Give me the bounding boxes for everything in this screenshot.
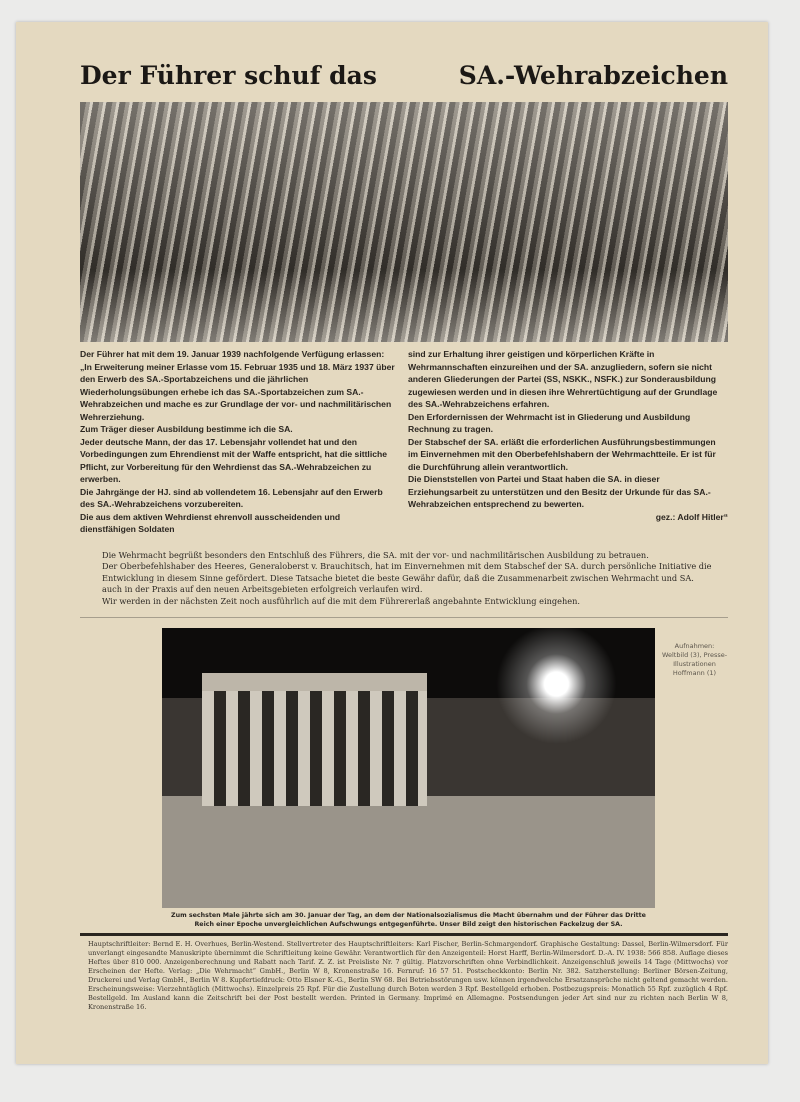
decree-paragraph: Zum Träger dieser Ausbildung bestimme ich die SA.: [80, 424, 293, 434]
decree-paragraph: Die aus dem aktiven Wehrdienst ehrenvoll ausscheidenden und dienstfähigen Soldaten: [80, 511, 341, 534]
headline-right: SA.-Wehrabzeichen: [458, 61, 728, 90]
divider: [80, 617, 728, 618]
headline: [80, 60, 728, 92]
decree-column-right: [408, 348, 728, 536]
photo-caption: Zum sechsten Male jährte sich am 30. Januar der Tag, an dem der Nationalsozialismus die Macht übernahm und der Führer das Dritte Reich einer Epoche unvergleichlichen Aufschwungs entgegenführte. Unser Bild zeigt den historischen Fackelzug der SA.: [171, 912, 646, 928]
decree-paragraph: Der Stabschef der SA. erläßt die erforderlichen Ausführungsbestimmungen im Einvernehmen mit den Oberbefehlshabern der Wehrmachtteile. Er ist für die Durchführung allein verantwortlich.: [408, 436, 716, 472]
decree-column-left: [80, 348, 396, 536]
signature: gez.: Adolf Hitler“: [655, 511, 728, 522]
photo-credit: Aufnahmen: Weltbild (3), Presse-Illustrationen Hoffmann (1): [661, 642, 728, 677]
imprint: Hauptschriftleiter: Bernd E. H. Overhues, Berlin-Westend. Stellvertreter des Hauptschriftleiters: Karl Fischer, Berlin-Schmargendorf. Graphische Gestaltung: Dassel, Berlin-Wilmersdorf. Für unverlangt eingesandte Manuskripte übernimmt die Schriftleitung keine Gewähr. Verantwortlich für den Anzeigenteil: Horst Harff, Berlin-Wilmersdorf. D.-A. IV. 1938: 566 858. Auflage dieses Heftes über 810 000. Anzeigenberechnung und Rabatt nach Tarif. Z. Z. ist Preisliste Nr. 7 gültig. Platzvorschriften ohne Verbindlichkeit. Anzeigenschluß jeweils 14 Tage (Mittwochs) vor Erscheinen der Hefte. Verlag: „Die Wehrmacht“ GmbH., Berlin W 8, Kronenstraße 16. Fernruf: 16 57 51. Postscheckkonto: Berlin Nr. 382. Satzherstellung: Berliner Börsen-Zeitung, Druckerei und Verlag GmbH., Berlin W 8. Kupfertiefdruck: Otto Elsner K.-G., Berlin SW 68. Bei Betriebsstörungen usw. können irgendwelche Ersatzansprüche nicht geltend gemacht werden. Erscheinungsweise: Vierzehntäglich (Mittwochs). Einzelpreis 25 Rpf. Für die Zustellung durch Boten werden 3 Rpf. Bestellgeld erhoben. Postbezugspreis: Monatlich 55 Rpf. zuzüglich 4 Rpf. Bestellgeld. Im Ausland kann die Zeitschrift bei der Post bestellt werden. Printed in Germany. Imprimé en Allemagne. Postsendungen jeder Art sind nur zu richten nach Berlin W 8, Kronenstraße 16.: [88, 940, 728, 1011]
magazine-page: [16, 22, 768, 1064]
decree-paragraph: Den Erfordernissen der Wehrmacht ist in Gliederung und Ausbildung Rechnung zu tragen.: [408, 411, 691, 434]
commentary-paragraph: Die Wehrmacht begrüßt besonders den Entschluß des Führers, die SA. mit der vor- und nachmilitärischen Ausbildung zu betrauen.: [102, 549, 649, 560]
decree-paragraph: Jeder deutsche Mann, der das 17. Lebensjahr vollendet hat und den Vorbedingungen zum Ehrendienst mit der Waffe entspricht, hat die sittliche Pflicht, zur Vorbereitung für den Wehrdienst das SA.-Wehrabzeichen zu erwerben.: [80, 436, 388, 484]
decree-paragraph: sind zur Erhaltung ihrer geistigen und körperlichen Kräfte in Wehrmannschaften einzureihen und der SA. anzugliedern, sofern sie nicht anderen Gliederungen der Partei (SS, NSKK., NSFK.) zur Sonderausbildung zugewiesen werden und in diesen ihre Wehrertüchtigung auf der Grundlage des SA.-Wehrabzeichens erfahren.: [408, 349, 718, 409]
commentary-paragraph: Der Oberbefehlshaber des Heeres, Generaloberst v. Brauchitsch, hat im Einvernehmen mit dem Stabschef der SA. durch persönliche Initiative die Entwicklung in diesem Sinne gefördert. Diese Tatsache bietet die beste Gewähr dafür, daß die Zusammenarbeit zwischen Wehrmacht und SA. auch in der Praxis auf den neuen Arbeitsgebieten erfolgreich verlaufen wird.: [102, 561, 712, 594]
decree-paragraph: Die Jahrgänge der HJ. sind ab vollendetem 16. Lebensjahr auf den Erwerb des SA.-Wehrabzeichens vorzubereiten.: [80, 486, 383, 509]
photo-row: [80, 628, 728, 908]
gate-illustration: [202, 673, 427, 806]
divider: [80, 933, 728, 936]
decree-paragraph: „In Erweiterung meiner Erlasse vom 15. Februar 1935 und 18. März 1937 über den Erwerb des SA.-Sportabzeichens und die jährlichen Wiederholungsübungen erhebe ich das SA.-Sportabzeichen zum SA.-Wehrabzeichen und mache es zur Grundlage der vor- und nachmilitärischen Wehrerziehung.: [80, 361, 395, 422]
photo-marching-columns: [80, 102, 728, 342]
commentary-paragraph: Wir werden in der nächsten Zeit noch ausführlich auf die mit dem Führererlaß angebahnte Entwicklung eingehen.: [102, 595, 580, 606]
decree-paragraph: Die Dienststellen von Partei und Staat haben die SA. in dieser Erziehungsarbeit zu unterstützen und den Besitz der Urkunde für das SA.-Wehrabzeichen entsprechend zu bewerten.: [408, 474, 711, 509]
page-content: [80, 60, 728, 1012]
decree-paragraph: Der Führer hat mit dem 19. Januar 1939 nachfolgende Verfügung erlassen:: [80, 349, 385, 359]
commentary: [102, 550, 714, 608]
headline-left: Der Führer schuf das: [80, 61, 377, 90]
photo-torchlight-parade: [162, 628, 655, 908]
decree: [80, 348, 728, 536]
